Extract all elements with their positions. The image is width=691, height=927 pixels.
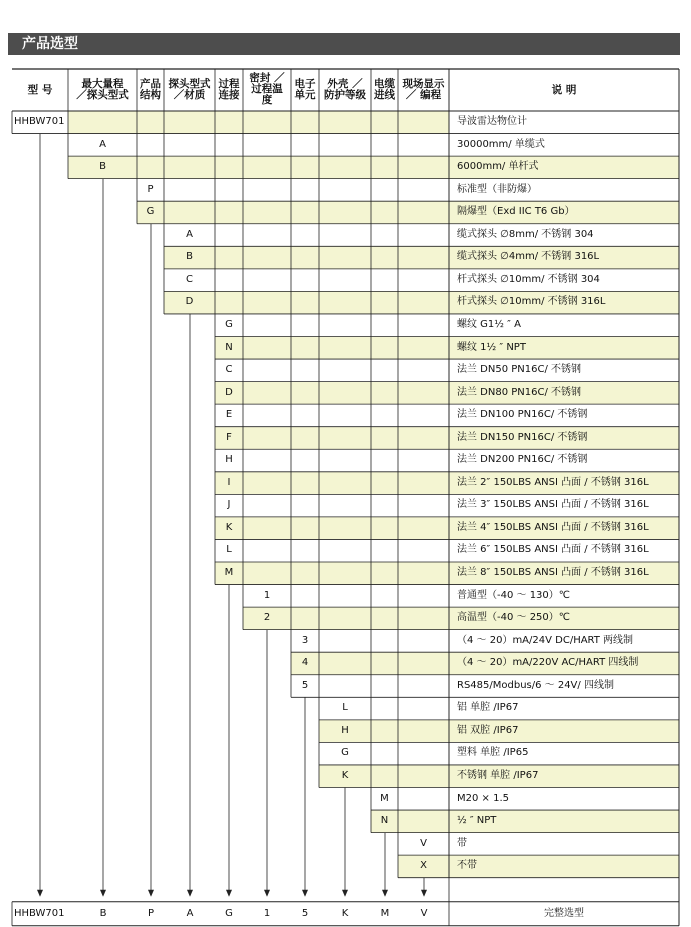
header-col-3: ／材质	[173, 89, 206, 101]
option-code: G	[341, 747, 349, 759]
option-code: F	[226, 431, 232, 443]
arrow-col-8-head	[382, 890, 388, 897]
option-desc: 法兰 DN80 PN16C/ 不锈钢	[457, 386, 582, 398]
option-desc: 螺纹 1½ ″ NPT	[457, 341, 526, 353]
option-code: G	[225, 318, 233, 330]
option-desc: 法兰 3″ 150LBS ANSI 凸面 / 不锈钢 316L	[457, 499, 649, 511]
option-code: M	[224, 567, 234, 578]
option-desc: ½ ″ NPT	[457, 815, 497, 827]
result-desc: 完整选型	[544, 907, 584, 919]
option-code: D	[185, 296, 194, 308]
option-desc: 杆式探头 ∅10mm/ 不锈钢 316L	[457, 296, 606, 308]
header-col-1: ／探头型式	[76, 89, 129, 101]
header-col-6: 单元	[294, 89, 316, 101]
option-desc: 隔爆型（Exd IIC T6 Gb）	[457, 206, 575, 218]
arrow-col-9-head	[421, 890, 427, 897]
option-desc: 标准型（非防爆）	[457, 183, 537, 195]
section-title: 产品选型	[22, 36, 78, 52]
option-desc: 法兰 DN150 PN16C/ 不锈钢	[457, 431, 588, 443]
option-desc: 法兰 DN200 PN16C/ 不锈钢	[457, 454, 588, 466]
result-code: 1	[263, 907, 271, 919]
option-desc: M20 × 1.5	[457, 792, 509, 804]
option-code: H	[341, 724, 349, 736]
option-desc: 塑料 单腔 /IP65	[457, 747, 529, 759]
header-col-5: 密封 ／	[249, 72, 285, 84]
option-desc: RS485/Modbus/6 ～ 24V/ 四线制	[457, 679, 614, 691]
result-code: A	[186, 907, 194, 919]
option-desc: 缆式探头 ∅4mm/ 不锈钢 316L	[457, 251, 600, 263]
option-desc: 法兰 4″ 150LBS ANSI 凸面 / 不锈钢 316L	[457, 521, 649, 533]
arrow-col-7-head	[342, 890, 348, 897]
header-col-5: 过程温	[251, 83, 283, 95]
option-code: H	[225, 454, 233, 466]
row-highlight	[68, 156, 679, 179]
option-desc: 杆式探头 ∅10mm/ 不锈钢 304	[457, 273, 600, 285]
option-desc: （4 ～ 20）mA/24V DC/HART 两线制	[457, 634, 634, 646]
result-code: V	[420, 907, 428, 919]
result-code: M	[380, 907, 390, 919]
row-highlight	[371, 810, 679, 833]
arrow-col-4-head	[226, 890, 232, 897]
option-desc: 螺纹 G1½ ″ A	[457, 318, 521, 330]
option-code: A	[186, 228, 193, 240]
row-highlight	[215, 427, 679, 450]
option-code: K	[225, 521, 233, 533]
option-code: 5	[301, 679, 309, 691]
header-col-4: 过程	[218, 78, 240, 90]
header-col-3: 探头型式	[168, 78, 211, 90]
option-code: I	[227, 476, 231, 488]
option-code: B	[99, 161, 106, 173]
header-desc: 说 明	[551, 84, 577, 96]
arrow-col-2-head	[148, 890, 154, 897]
arrow-col-5-head	[264, 890, 270, 897]
option-code: 4	[301, 657, 309, 669]
result-model-code: HHBW701	[14, 907, 65, 919]
header-col-1: 最大量程	[81, 78, 124, 90]
option-desc: 不带	[457, 860, 477, 872]
option-code: K	[341, 769, 349, 781]
arrow-model-head	[37, 890, 43, 897]
option-code: L	[342, 702, 348, 714]
model-code: HHBW701	[14, 116, 65, 127]
option-code: L	[226, 544, 232, 556]
option-code: V	[420, 837, 427, 849]
option-desc: 铝 双腔 /IP67	[457, 724, 519, 736]
model-row-highlight	[68, 111, 449, 134]
option-code: B	[186, 251, 193, 263]
header-col-4: 连接	[218, 89, 240, 101]
option-desc: （4 ～ 20）mA/220V AC/HART 四线制	[457, 657, 639, 669]
header-col-9: 现场显示	[402, 78, 445, 90]
result-code: 5	[301, 907, 309, 919]
option-desc: 铝 单腔 /IP67	[457, 702, 519, 714]
result-code: G	[225, 907, 233, 919]
header-col-5: 度	[261, 94, 273, 106]
option-desc: 高温型（-40 ～ 250）℃	[457, 612, 571, 624]
option-desc: 法兰 8″ 150LBS ANSI 凸面 / 不锈钢 316L	[457, 567, 649, 578]
arrow-col-6-head	[302, 890, 308, 897]
result-code: B	[99, 907, 107, 919]
option-desc: 6000mm/ 单杆式	[457, 161, 539, 173]
header-col-9: ／ 编程	[405, 89, 442, 101]
arrow-col-3-head	[187, 890, 193, 897]
header-col-6: 电子	[294, 78, 316, 90]
option-code: C	[225, 364, 233, 376]
header-col-8: 电缆	[374, 78, 395, 90]
option-code: E	[225, 409, 233, 421]
option-code: 3	[301, 634, 309, 646]
model-desc: 导波雷达物位计	[457, 116, 527, 127]
option-code: X	[420, 860, 427, 872]
option-code: A	[99, 138, 106, 150]
row-highlight	[137, 201, 679, 224]
option-code: N	[225, 341, 233, 353]
option-desc: 法兰 6″ 150LBS ANSI 凸面 / 不锈钢 316L	[457, 544, 649, 556]
option-code: P	[147, 183, 154, 195]
header-col-2: 产品	[140, 78, 161, 90]
option-code: 2	[263, 612, 271, 624]
row-highlight	[215, 337, 679, 360]
option-code: G	[146, 206, 155, 218]
option-code: 1	[263, 589, 271, 601]
option-desc: 不锈钢 单腔 /IP67	[457, 769, 539, 781]
header-col-7: 外壳 ／	[327, 78, 363, 90]
option-desc: 带	[457, 837, 467, 849]
option-code: J	[227, 499, 231, 511]
option-desc: 法兰 2″ 150LBS ANSI 凸面 / 不锈钢 316L	[457, 476, 649, 488]
option-code: M	[380, 792, 389, 804]
option-desc: 30000mm/ 单缆式	[457, 138, 545, 150]
option-desc: 缆式探头 ∅8mm/ 不锈钢 304	[457, 228, 594, 240]
option-desc: 法兰 DN100 PN16C/ 不锈钢	[457, 409, 588, 421]
row-highlight	[164, 246, 679, 269]
row-highlight	[215, 382, 679, 405]
result-code: P	[147, 907, 155, 919]
result-code: K	[341, 907, 349, 919]
option-desc: 法兰 DN50 PN16C/ 不锈钢	[457, 364, 582, 376]
header-col-7: 防护等级	[324, 89, 366, 101]
header-col-2: 结构	[140, 89, 161, 101]
option-code: D	[225, 386, 233, 398]
option-code: N	[380, 815, 389, 827]
header-model: 型 号	[27, 84, 53, 96]
option-desc: 普通型（-40 ～ 130）℃	[457, 589, 571, 601]
option-code: C	[186, 273, 193, 285]
header-col-8: 进线	[374, 89, 395, 101]
arrow-col-1-head	[100, 890, 106, 897]
